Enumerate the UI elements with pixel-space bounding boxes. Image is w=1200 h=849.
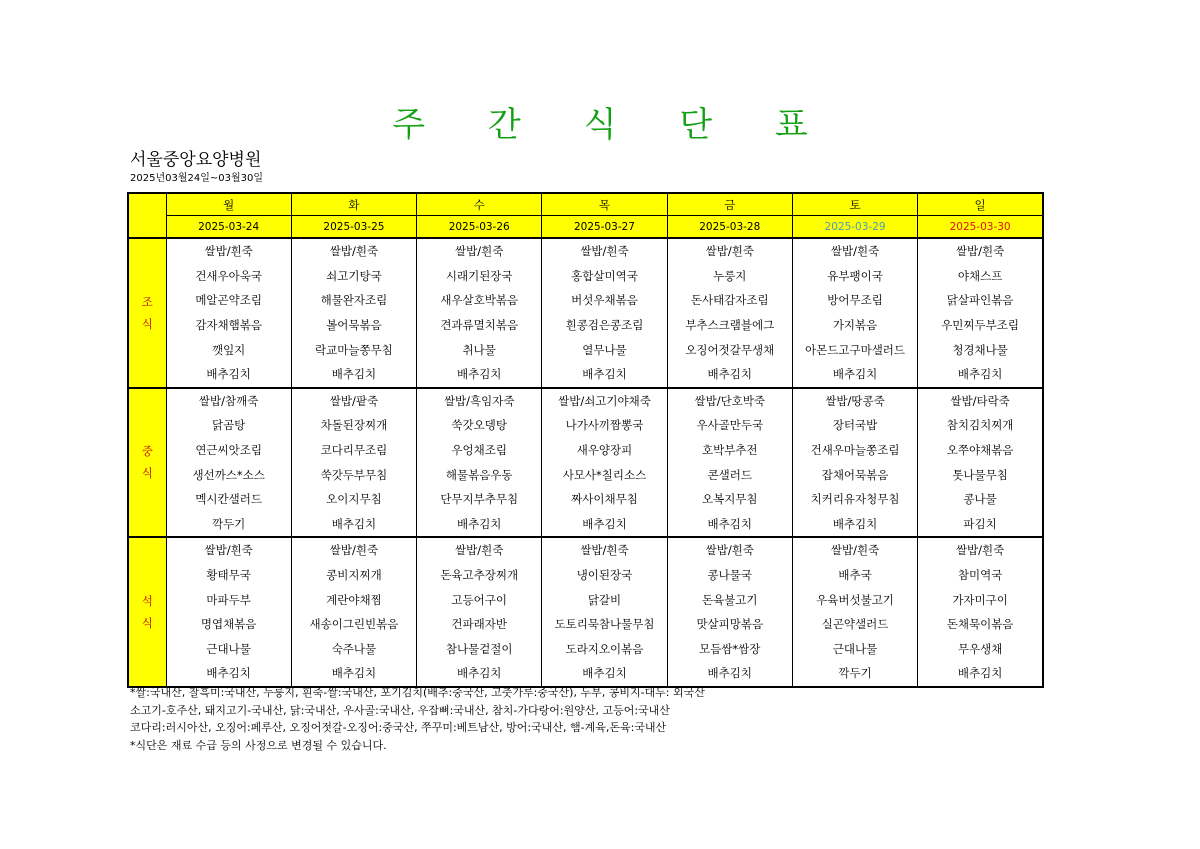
menu-row-lunch bbox=[128, 388, 1043, 414]
menu-item: 쌀밥/쇠고기야채죽 bbox=[542, 388, 667, 414]
menu-row-lunch bbox=[128, 462, 1043, 487]
menu-item: 맛살피망볶음 bbox=[667, 612, 792, 637]
menu-item: 참미역국 bbox=[918, 563, 1043, 588]
origin-notes bbox=[130, 684, 705, 754]
menu-item: 배추김치 bbox=[291, 512, 416, 538]
menu-item: 도토리묵참나물무침 bbox=[542, 612, 667, 637]
menu-row-lunch bbox=[128, 438, 1043, 463]
page-title: 주 간 식 단 표 bbox=[392, 105, 834, 145]
menu-item: 배추김치 bbox=[417, 362, 542, 388]
menu-item: 가자미구이 bbox=[918, 587, 1043, 612]
meal-label-dinner bbox=[128, 537, 166, 687]
menu-item: 야채스프 bbox=[918, 264, 1043, 289]
menu-item: 새우살호박볶음 bbox=[417, 288, 542, 313]
day-label-thu: 목 bbox=[542, 193, 667, 216]
note-line: 소고기-호주산, 돼지고기-국내산, 닭:국내산, 우사골:국내산, 우잡뼈:국내산, 참치-가다랑어:원양산, 고등어:국내산 bbox=[130, 703, 670, 717]
menu-item: 유부팽이국 bbox=[792, 264, 917, 289]
menu-item: 참치김치찌개 bbox=[918, 413, 1043, 438]
menu-item: 쌀밥/타락죽 bbox=[918, 388, 1043, 414]
hospital-name: 서울중앙요양병원 bbox=[130, 150, 262, 170]
menu-item: 쌀밥/흰죽 bbox=[166, 238, 291, 264]
menu-item: 쌀밥/흰죽 bbox=[792, 537, 917, 563]
corner-cell bbox=[128, 193, 166, 238]
menu-item: 감자채햄볶음 bbox=[166, 313, 291, 338]
menu-item: 쌀밥/흰죽 bbox=[291, 537, 416, 563]
menu-row-dinner bbox=[128, 637, 1043, 662]
menu-item: 배추김치 bbox=[918, 362, 1043, 388]
menu-item: 참나물겉절이 bbox=[417, 637, 542, 662]
menu-item: 짜사이채무침 bbox=[542, 487, 667, 512]
menu-item: 아몬드고구마샐러드 bbox=[792, 337, 917, 362]
meal-label-breakfast bbox=[128, 238, 166, 388]
menu-item: 배추김치 bbox=[291, 362, 416, 388]
date-sat: 2025-03-29 bbox=[792, 216, 917, 239]
menu-item: 누룽지 bbox=[667, 264, 792, 289]
menu-item: 깻잎지 bbox=[166, 337, 291, 362]
menu-item: 건새우아욱국 bbox=[166, 264, 291, 289]
menu-item: 모듬쌈*쌈장 bbox=[667, 637, 792, 662]
day-label-fri: 금 bbox=[667, 193, 792, 216]
menu-item: 쌀밥/흰죽 bbox=[417, 238, 542, 264]
menu-item: 생선까스*소스 bbox=[166, 462, 291, 487]
menu-item: 근대나물 bbox=[166, 637, 291, 662]
menu-item: 해물볶음우동 bbox=[417, 462, 542, 487]
menu-item: 배추김치 bbox=[166, 362, 291, 388]
menu-row-dinner bbox=[128, 537, 1043, 563]
menu-item: 배추김치 bbox=[792, 512, 917, 538]
weekly-menu-table bbox=[127, 192, 1044, 688]
menu-item: 해물완자조림 bbox=[291, 288, 416, 313]
menu-item: 쌀밥/흰죽 bbox=[542, 238, 667, 264]
date-thu: 2025-03-27 bbox=[542, 216, 667, 239]
menu-item: 배추김치 bbox=[542, 661, 667, 687]
day-header-row bbox=[128, 193, 1043, 216]
menu-item: 멕시칸샐러드 bbox=[166, 487, 291, 512]
menu-item: 배추김치 bbox=[166, 661, 291, 687]
menu-item: 무우생채 bbox=[918, 637, 1043, 662]
note-line: *식단은 재료 수급 등의 사정으로 변경될 수 있습니다. bbox=[130, 738, 387, 752]
menu-item: 배추김치 bbox=[542, 362, 667, 388]
menu-item: 깍두기 bbox=[792, 661, 917, 687]
menu-item: 쌀밥/흰죽 bbox=[667, 537, 792, 563]
menu-item: 락교마늘쫑무침 bbox=[291, 337, 416, 362]
menu-item: 쑥갓오뎅탕 bbox=[417, 413, 542, 438]
menu-item: 계란야채찜 bbox=[291, 587, 416, 612]
menu-item: 쌀밥/흰죽 bbox=[291, 238, 416, 264]
date-tue: 2025-03-25 bbox=[291, 216, 416, 239]
menu-item: 배추김치 bbox=[291, 661, 416, 687]
day-label-mon: 월 bbox=[166, 193, 291, 216]
date-sun: 2025-03-30 bbox=[918, 216, 1043, 239]
menu-item: 견과류멸치볶음 bbox=[417, 313, 542, 338]
menu-row-dinner bbox=[128, 661, 1043, 687]
menu-item: 황태무국 bbox=[166, 563, 291, 588]
menu-item: 쌀밥/흰죽 bbox=[918, 537, 1043, 563]
menu-item: 쌀밥/흑임자죽 bbox=[417, 388, 542, 414]
menu-item: 방어무조림 bbox=[792, 288, 917, 313]
meal-label-text: 조식 bbox=[141, 294, 153, 331]
day-label-sat: 토 bbox=[792, 193, 917, 216]
menu-item: 나가사끼짬뽕국 bbox=[542, 413, 667, 438]
menu-item: 연근씨앗조림 bbox=[166, 438, 291, 463]
menu-row-breakfast bbox=[128, 238, 1043, 264]
menu-item: 콩비지찌개 bbox=[291, 563, 416, 588]
menu-item: 돈사태감자조림 bbox=[667, 288, 792, 313]
menu-item: 쌀밥/흰죽 bbox=[667, 238, 792, 264]
menu-item: 쌀밥/참깨죽 bbox=[166, 388, 291, 414]
menu-item: 오징어젓갈무생채 bbox=[667, 337, 792, 362]
menu-item: 배추김치 bbox=[417, 512, 542, 538]
menu-item: 고등어구이 bbox=[417, 587, 542, 612]
menu-item: 톳나물무침 bbox=[918, 462, 1043, 487]
menu-item: 쌀밥/흰죽 bbox=[166, 537, 291, 563]
meal-label-text: 중식 bbox=[141, 444, 153, 481]
day-label-sun: 일 bbox=[918, 193, 1043, 216]
menu-item: 마파두부 bbox=[166, 587, 291, 612]
menu-item: 쑥갓두부무침 bbox=[291, 462, 416, 487]
menu-item: 배추국 bbox=[792, 563, 917, 588]
menu-item: 코다리무조림 bbox=[291, 438, 416, 463]
meal-label-text: 석식 bbox=[141, 593, 153, 630]
menu-period: 2025년03월24일~03월30일 bbox=[130, 173, 264, 184]
menu-item: 우민찌두부조림 bbox=[918, 313, 1043, 338]
menu-item: 우사골만두국 bbox=[667, 413, 792, 438]
menu-item: 콘샐러드 bbox=[667, 462, 792, 487]
menu-item: 우엉채조림 bbox=[417, 438, 542, 463]
menu-item: 단무지부추무침 bbox=[417, 487, 542, 512]
menu-item: 실곤약샐러드 bbox=[792, 612, 917, 637]
menu-item: 흰콩검은콩조림 bbox=[542, 313, 667, 338]
menu-item: 청경채나물 bbox=[918, 337, 1043, 362]
menu-row-lunch bbox=[128, 512, 1043, 538]
menu-item: 메알곤약조림 bbox=[166, 288, 291, 313]
menu-item: 근대나물 bbox=[792, 637, 917, 662]
menu-item: 취나물 bbox=[417, 337, 542, 362]
menu-item: 쌀밥/흰죽 bbox=[417, 537, 542, 563]
menu-item: 시래기된장국 bbox=[417, 264, 542, 289]
date-wed: 2025-03-26 bbox=[417, 216, 542, 239]
menu-row-breakfast bbox=[128, 288, 1043, 313]
menu-item: 차돌된장찌개 bbox=[291, 413, 416, 438]
menu-item: 쇠고기탕국 bbox=[291, 264, 416, 289]
menu-item: 콩나물 bbox=[918, 487, 1043, 512]
menu-item: 새우양장피 bbox=[542, 438, 667, 463]
menu-item: 쌀밥/땅콩죽 bbox=[792, 388, 917, 414]
menu-item: 배추김치 bbox=[918, 661, 1043, 687]
menu-item: 버섯우채볶음 bbox=[542, 288, 667, 313]
menu-item: 명엽채볶음 bbox=[166, 612, 291, 637]
menu-row-dinner bbox=[128, 612, 1043, 637]
menu-row-breakfast bbox=[128, 362, 1043, 388]
menu-row-lunch bbox=[128, 487, 1043, 512]
note-line: 코다리:러시아산, 오징어:페루산, 오징어젓갈-오징어:중국산, 쭈꾸미:베트남산, 방어:국내산, 햄-계육,돈육:국내산 bbox=[130, 721, 667, 734]
menu-item: 오복지무침 bbox=[667, 487, 792, 512]
note-line: *쌀:국내산, 찰흑미:국내산, 누룽지, 흰죽-쌀:국내산, 포기김치(배추:중국산, 고춧가루:중국산), 두부, 콩비지-대두: 외국산 bbox=[130, 686, 705, 699]
menu-item: 우육버섯불고기 bbox=[792, 587, 917, 612]
menu-item: 쌀밥/팥죽 bbox=[291, 388, 416, 414]
menu-item: 새송이그린빈볶음 bbox=[291, 612, 416, 637]
menu-item: 건파래자반 bbox=[417, 612, 542, 637]
menu-row-breakfast bbox=[128, 264, 1043, 289]
menu-item: 파김치 bbox=[918, 512, 1043, 538]
menu-item: 오쭈야채볶음 bbox=[918, 438, 1043, 463]
menu-item: 쌀밥/흰죽 bbox=[918, 238, 1043, 264]
menu-row-dinner bbox=[128, 587, 1043, 612]
menu-item: 배추김치 bbox=[417, 661, 542, 687]
menu-item: 볼어묵볶음 bbox=[291, 313, 416, 338]
menu-item: 돈육불고기 bbox=[667, 587, 792, 612]
date-mon: 2025-03-24 bbox=[166, 216, 291, 239]
day-label-wed: 수 bbox=[417, 193, 542, 216]
menu-item: 쌀밥/흰죽 bbox=[792, 238, 917, 264]
menu-row-dinner bbox=[128, 563, 1043, 588]
menu-item: 돈육고추장찌개 bbox=[417, 563, 542, 588]
menu-row-lunch bbox=[128, 413, 1043, 438]
menu-item: 깍두기 bbox=[166, 512, 291, 538]
menu-item: 배추김치 bbox=[667, 512, 792, 538]
menu-item: 치커리유자청무침 bbox=[792, 487, 917, 512]
day-label-tue: 화 bbox=[291, 193, 416, 216]
menu-item: 배추김치 bbox=[667, 362, 792, 388]
menu-item: 냉이된장국 bbox=[542, 563, 667, 588]
date-fri: 2025-03-28 bbox=[667, 216, 792, 239]
menu-item: 숙주나물 bbox=[291, 637, 416, 662]
meal-label-lunch bbox=[128, 388, 166, 538]
menu-item: 가지볶음 bbox=[792, 313, 917, 338]
menu-item: 오이지무침 bbox=[291, 487, 416, 512]
menu-row-breakfast bbox=[128, 337, 1043, 362]
menu-item: 건새우마늘쫑조림 bbox=[792, 438, 917, 463]
menu-item: 쌀밥/흰죽 bbox=[542, 537, 667, 563]
menu-item: 열무나물 bbox=[542, 337, 667, 362]
menu-item: 돈채묵이볶음 bbox=[918, 612, 1043, 637]
menu-item: 홍합살미역국 bbox=[542, 264, 667, 289]
menu-item: 콩나물국 bbox=[667, 563, 792, 588]
menu-item: 배추김치 bbox=[542, 512, 667, 538]
menu-item: 쌀밥/단호박죽 bbox=[667, 388, 792, 414]
menu-item: 도라지오이볶음 bbox=[542, 637, 667, 662]
date-header-row bbox=[128, 216, 1043, 239]
menu-item: 배추김치 bbox=[667, 661, 792, 687]
menu-item: 장터국밥 bbox=[792, 413, 917, 438]
menu-item: 부추스크램블에그 bbox=[667, 313, 792, 338]
menu-row-breakfast bbox=[128, 313, 1043, 338]
menu-item: 닭갈비 bbox=[542, 587, 667, 612]
menu-item: 잡채어묵볶음 bbox=[792, 462, 917, 487]
menu-item: 호박부추전 bbox=[667, 438, 792, 463]
menu-item: 닭곰탕 bbox=[166, 413, 291, 438]
menu-item: 닭살파인볶음 bbox=[918, 288, 1043, 313]
menu-item: 사모사*칠리소스 bbox=[542, 462, 667, 487]
menu-item: 배추김치 bbox=[792, 362, 917, 388]
